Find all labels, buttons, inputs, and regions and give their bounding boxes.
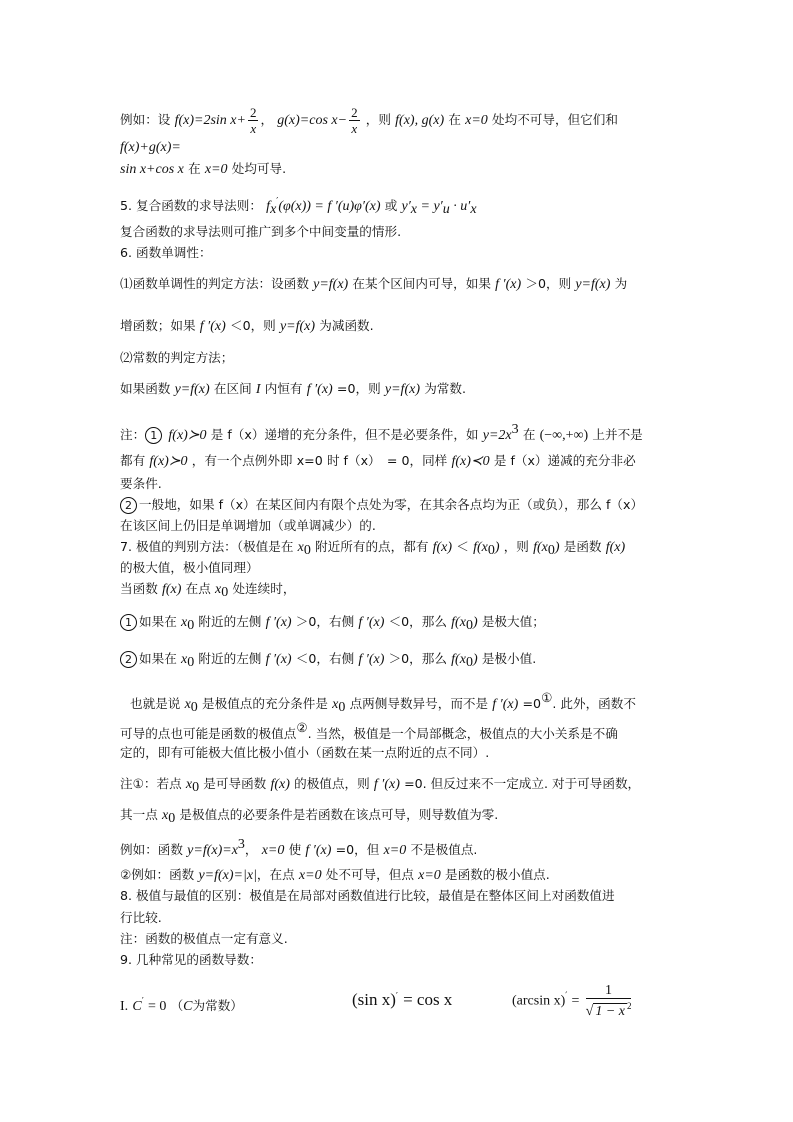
text: ，则: [503, 539, 529, 554]
paragraph-l1: [130, 689, 636, 717]
math: f(x): [605, 540, 626, 555]
section-7-l2: [120, 559, 259, 578]
math: f(x): [161, 582, 182, 597]
math: sin x+cos x: [120, 162, 184, 177]
text: =0: [522, 696, 542, 711]
math: f ′(x): [495, 277, 522, 292]
section-9-title: [120, 951, 262, 970]
text: 是可导函数: [203, 776, 267, 791]
text: 可导的点也可能是函数的极值点: [120, 726, 297, 741]
text: 点两侧导数异号，而不是: [349, 696, 489, 711]
section-7-rule-1: 1 如果在 $x_0$ 附近的左侧 f ′(x) ＞0，右侧 f ′(x) ＜0，那么 $f(x_0)$ 是极大值；: [120, 613, 545, 635]
text: 是函数的极小值点.: [445, 867, 550, 882]
text: 是极值点的充分条件是: [202, 696, 328, 711]
math-f-def: f(x)=2sin x+: [174, 113, 246, 128]
math-sub: 0: [190, 700, 198, 715]
text: ，则: [365, 112, 391, 127]
math-sub: x: [410, 202, 418, 217]
note-2-example: [120, 836, 477, 860]
math: y=2x: [482, 428, 512, 443]
text: 例如：设: [120, 112, 171, 127]
text: ＞0，右侧: [295, 614, 355, 629]
text: 在某个区间内可导，如果: [352, 276, 491, 291]
heading: 9. 几种常见的函数导数：: [120, 952, 262, 967]
text: ②例如：函数: [120, 867, 195, 882]
text: 处不可导，但点: [325, 867, 414, 882]
math: y=f(x): [279, 319, 316, 334]
section-6-p1: [120, 275, 627, 294]
math: · u′: [449, 199, 471, 214]
math: y=f(x)=x: [187, 843, 238, 858]
fraction: [349, 105, 360, 136]
math: = y′: [417, 199, 443, 214]
section-6-p2: [120, 317, 374, 336]
frac-den: x: [351, 121, 358, 136]
math: f ′(x): [373, 777, 400, 792]
text: ，: [244, 842, 258, 857]
math: y=f(x)=|x|: [198, 868, 257, 883]
math: (arcsin x): [512, 993, 566, 1009]
math: f(x: [451, 652, 466, 667]
circled-number: 1: [145, 427, 162, 444]
text: . 此外，函数不: [552, 696, 636, 711]
section-5-title: 5. 复合函数的求导法则： $f_x'(\varphi(x)) = f$ ′(u)φ′(x) 或 $y'_x = y'_u \cdot u'_x$: [120, 197, 477, 217]
math-sub: 0: [187, 618, 195, 633]
text: 在: [188, 161, 201, 176]
text: 为减函数.: [319, 318, 374, 333]
math-sub: 0: [221, 585, 229, 600]
math: f ′(x): [358, 652, 385, 667]
math: f ′(x): [358, 615, 385, 630]
math: x=0: [418, 868, 441, 883]
section-6-title: [120, 244, 212, 263]
roman-numeral: I.: [120, 999, 129, 1014]
text: 是 f（x）递增的充分条件，但不是必要条件，如: [210, 427, 479, 442]
math: x: [161, 808, 169, 823]
math: x=0: [204, 162, 228, 177]
text: 复合函数的求导法则可推广到多个中间变量的情形.: [120, 224, 402, 239]
math: y=f(x): [174, 382, 210, 397]
circled-number: 2: [120, 497, 137, 514]
math: f(x: [473, 540, 488, 555]
footnote-mark: ①: [541, 690, 553, 705]
example-line-2: [120, 139, 181, 157]
math: f ′(x): [265, 615, 292, 630]
text: ⑴函数单调性的判定方法：设函数: [120, 276, 309, 291]
heading: 6. 函数单调性：: [120, 245, 212, 260]
math: f ′(x): [265, 652, 292, 667]
math-sub: x: [470, 202, 477, 217]
text: 是极值点的必要条件是若函数在该点可导，则导数值为零.: [179, 807, 499, 822]
note-2-l2: [120, 806, 498, 828]
math: (φ(x)) = f ′(u)φ′(x): [278, 199, 381, 214]
math: y=f(x): [313, 277, 349, 292]
note-1-l5: [120, 517, 376, 536]
text: 附近所有的点，都有: [315, 539, 429, 554]
section-8-l2: [120, 909, 162, 928]
math-sub: u: [442, 202, 450, 217]
sin-derivative: (sin x)′ = cos x: [352, 990, 453, 1009]
frac-num: 1: [586, 983, 632, 999]
math: y=f(x): [384, 382, 420, 397]
math: f(x), g(x): [395, 113, 445, 128]
math-sub: 0: [547, 543, 555, 558]
text: 在区间: [213, 381, 252, 396]
text: 内恒有: [264, 381, 303, 396]
text: . 当然，极值是一个局部概念，极值点的大小关系是不确: [307, 726, 618, 741]
text: 注：函数的极值点一定有意义.: [120, 931, 288, 946]
text: 是 f（x）递减的充分非必: [493, 453, 636, 468]
note-2-l1: [120, 775, 640, 797]
circled-number: 1: [120, 614, 137, 631]
math: C: [183, 999, 193, 1014]
text: =0，但: [335, 842, 380, 857]
math-g-def: g(x)=cos x−: [277, 113, 348, 128]
math-sub: 0: [465, 618, 473, 633]
math: f(x): [270, 777, 290, 792]
math: = 0: [147, 999, 167, 1014]
math: x: [332, 697, 339, 712]
heading: 5. 复合函数的求导法则：: [120, 198, 262, 213]
text: 为: [614, 276, 628, 291]
math: I: [255, 382, 261, 397]
text: ＜0，那么: [388, 614, 447, 629]
section-8-l3: [120, 930, 288, 949]
math-sub: 0: [338, 700, 346, 715]
math: f ′(x): [306, 382, 333, 397]
text: 要条件.: [120, 476, 162, 491]
math: f(x)+g(x)=: [120, 140, 181, 155]
math: x=0: [465, 113, 488, 128]
text: =0. 但反过来不一定成立. 对于可导函数，: [404, 776, 641, 791]
section-9-formula-row: I. C′ = 0 （C为常数）: [120, 997, 243, 1014]
text: 使: [288, 842, 302, 857]
text: 上并不是: [592, 427, 643, 442]
fraction: [248, 105, 259, 136]
text: 在点: [185, 581, 211, 596]
text: 例如：函数: [120, 842, 183, 857]
text: 的极值点，则: [294, 776, 370, 791]
math: x: [215, 582, 222, 597]
math: x: [185, 777, 193, 792]
math: f(x)≻0: [149, 454, 188, 469]
text: 附近的左侧: [198, 614, 262, 629]
text: 如果在: [139, 651, 177, 666]
math: f ′(x): [492, 697, 519, 712]
math: y=f(x): [575, 277, 611, 292]
section-7-l3: [120, 580, 295, 602]
math: x: [297, 540, 304, 555]
math: x: [184, 697, 191, 712]
arcsin-derivative: (arcsin x)′ = $\frac{1}{√ 1 - x ^2}$: [512, 983, 632, 1019]
text: 为常数.: [424, 381, 466, 396]
text: 附近的左侧: [198, 651, 262, 666]
text: ＜0，则: [229, 318, 276, 333]
math: (−∞,+∞): [539, 428, 589, 443]
note-2-example-2: [120, 866, 550, 885]
note-1-l2: [120, 452, 636, 471]
text: 为常数）: [192, 998, 243, 1013]
text: 如果在: [139, 614, 177, 629]
math-sub: 0: [192, 780, 200, 795]
text: 都有: [120, 453, 146, 468]
text: ，有一个点例外即: [191, 453, 293, 468]
example-line-3: [120, 160, 286, 179]
text: 一般地，如果 f（x）在某区间内有限个点处为零，在其余各点均为正（或负），那么 f（x）: [139, 497, 644, 512]
text: 是极小值.: [481, 651, 537, 666]
text: 注：: [120, 427, 146, 442]
math: (sin x): [352, 990, 396, 1009]
text: 在: [448, 112, 461, 127]
math: x=0: [383, 843, 407, 858]
section-7-rule-2: 2 如果在 $x_0$ 附近的左侧 f ′(x) ＜0，右侧 f ′(x) ＞0，那么 $f(x_0)$ 是极小值.: [120, 650, 536, 672]
math: C: [132, 999, 142, 1014]
text: 处均可导.: [231, 161, 287, 176]
math-sub: 0: [303, 543, 311, 558]
text: 时 f（x） = 0，同样: [326, 453, 448, 468]
text: 如果函数: [120, 381, 171, 396]
text: ＞0，则: [525, 276, 572, 291]
fraction: [586, 983, 632, 1019]
math-sub: 0: [168, 811, 176, 826]
frac-num: 2: [351, 105, 358, 120]
math: y′: [401, 199, 411, 214]
frac-den: √ 1 − x $^2$: [585, 1001, 632, 1019]
math: x: [180, 615, 188, 630]
text: 或: [384, 198, 398, 213]
note-1-l1: [120, 421, 643, 445]
footnote-mark: ②: [296, 720, 308, 735]
section-5-note: [120, 223, 401, 242]
text: ⑵常数的判定方法；: [120, 350, 234, 365]
text: x=0: [296, 453, 323, 468]
section-8-l1: [120, 887, 615, 906]
text: ，在点: [256, 867, 295, 882]
note-1-l3: [120, 475, 162, 494]
math-sub: 0: [465, 655, 473, 670]
text: 是函数: [563, 539, 602, 554]
text: （: [170, 998, 184, 1013]
math-sub: x: [270, 202, 277, 217]
note-1-l4: [120, 496, 643, 515]
section-6-p3: [120, 349, 233, 368]
math: f(x): [432, 540, 453, 555]
text: 不是极值点.: [410, 842, 478, 857]
text: 处连续时，: [232, 581, 296, 596]
text: 定的，即有可能极大值比极小值小（函数在某一点附近的点不同）.: [120, 745, 490, 760]
text: 也就是说: [130, 696, 181, 711]
math: = cos x: [403, 990, 453, 1009]
text: 在该区间上仍旧是单调增加（或单调减少）的.: [120, 518, 376, 533]
math: x=0: [261, 843, 285, 858]
math: f ′(x): [199, 319, 226, 334]
paragraph-l2: [120, 719, 618, 744]
math-sup: 3: [237, 837, 245, 852]
frac-num: 2: [249, 105, 257, 120]
text: 其一点: [120, 807, 158, 822]
math: f(x)≺0: [451, 454, 490, 469]
math: x=0: [298, 868, 322, 883]
text: 行比较.: [120, 910, 162, 925]
text: 处均不可导，但它们和: [492, 112, 618, 127]
text: 注①：若点: [120, 776, 182, 791]
math: f: [266, 199, 271, 214]
math: f(x: [451, 615, 466, 630]
text: =0，则: [336, 381, 381, 396]
section-7-l1: 7. 极值的判别方法：（极值是在 $x_0$ 附近所有的点，都有 $f(x) < f(x_0)$ ，则 $f(x_0)$ 是函数 f(x): [120, 539, 626, 558]
section-6-p4: [120, 380, 466, 399]
text: 7. 极值的判别方法：（极值是在: [120, 539, 294, 554]
math: f ′(x): [305, 843, 332, 858]
math: f(x: [533, 540, 548, 555]
text: 8. 极值与最值的区别：极值是在局部对函数值进行比较，最值是在整体区间上对函数值进: [120, 888, 615, 903]
text: 增函数；如果: [120, 318, 196, 333]
math: f(x)≻0: [168, 428, 207, 443]
text: 的极大值，极小值同理）: [120, 560, 259, 575]
math: x: [180, 652, 188, 667]
math-sup: 3: [511, 422, 519, 437]
math-sub: 0: [487, 543, 495, 558]
circled-number: 2: [120, 651, 137, 668]
example-line-1: 例如：设 f(x)=2sin x+ $\frac{2}{x}$ ， g(x)=cos x− $\frac{2}{x}$ ，则 f(x), g(x) 在 x=0 处均不可导，但它们和: [120, 105, 618, 136]
text: ＜0，右侧: [295, 651, 355, 666]
text: 在: [522, 427, 536, 442]
text: 当函数: [120, 581, 158, 596]
text: 是极大值；: [481, 614, 545, 629]
frac-den: x: [250, 121, 257, 136]
math-sub: 0: [187, 655, 195, 670]
sqrt-content: 1 − x: [595, 1004, 625, 1019]
paragraph-l3: [120, 744, 489, 763]
text: ＞0，那么: [388, 651, 447, 666]
text: ＜: [456, 539, 469, 554]
